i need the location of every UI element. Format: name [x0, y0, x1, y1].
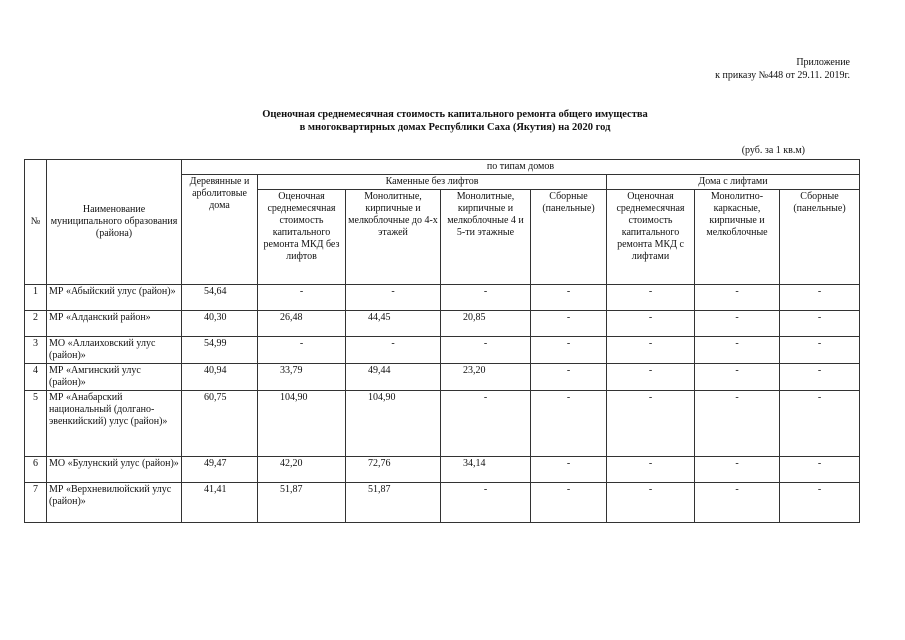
row-value: 104,90 [258, 391, 346, 457]
row-value: - [607, 483, 695, 523]
table-row [25, 311, 860, 337]
row-municipality: МР «Абыйский улус (район)» [47, 285, 182, 311]
row-value: - [695, 311, 780, 337]
row-value: - [531, 311, 607, 337]
row-value: 51,87 [258, 483, 346, 523]
row-value: - [258, 337, 346, 364]
row-value: - [441, 337, 531, 364]
row-value: 49,47 [182, 457, 258, 483]
row-value: - [780, 483, 860, 523]
table-row [25, 364, 860, 391]
row-value: 104,90 [346, 391, 441, 457]
header-with-lift: Дома с лифтами [607, 175, 860, 190]
row-value: - [531, 364, 607, 391]
row-number: 6 [25, 457, 47, 483]
header-col-1: Оценочная среднемесячная стоимость капитального ремонта МКД без лифтов [258, 190, 346, 285]
row-municipality: МР «Верхневилюйский улус (район)» [47, 483, 182, 523]
row-value: - [441, 483, 531, 523]
table-row [25, 391, 860, 457]
row-value: - [607, 364, 695, 391]
row-value: - [780, 337, 860, 364]
header-wooden: Деревянные и арболитовые дома [182, 175, 258, 285]
header-num: № [25, 160, 47, 285]
row-value: - [780, 364, 860, 391]
row-number: 7 [25, 483, 47, 523]
row-number: 1 [25, 285, 47, 311]
row-municipality: МР «Алданский район» [47, 311, 182, 337]
row-value: - [258, 285, 346, 311]
row-value: 41,41 [182, 483, 258, 523]
row-value: - [695, 483, 780, 523]
row-value: - [531, 457, 607, 483]
row-municipality: МР «Амгинский улус (район)» [47, 364, 182, 391]
row-value: - [607, 457, 695, 483]
document-title [150, 108, 760, 134]
row-value: - [607, 311, 695, 337]
table-row [25, 285, 860, 311]
row-value: - [607, 391, 695, 457]
appendix-line-1: Приложение [796, 57, 850, 68]
row-municipality: МО «Булунский улус (район)» [47, 457, 182, 483]
table-row [25, 483, 860, 523]
row-value: 54,64 [182, 285, 258, 311]
row-number: 2 [25, 311, 47, 337]
row-value: 60,75 [182, 391, 258, 457]
row-value: - [531, 391, 607, 457]
row-value: - [346, 337, 441, 364]
row-value: 34,14 [441, 457, 531, 483]
row-value: 40,30 [182, 311, 258, 337]
row-value: 72,76 [346, 457, 441, 483]
row-value: 49,44 [346, 364, 441, 391]
row-value: - [695, 457, 780, 483]
row-value: 23,20 [441, 364, 531, 391]
row-value: 33,79 [258, 364, 346, 391]
table-row [25, 337, 860, 364]
row-number: 5 [25, 391, 47, 457]
row-value: 20,85 [441, 311, 531, 337]
row-value: 42,20 [258, 457, 346, 483]
header-col-6: Монолитно-каркасные, кирпичные и мелкоблочные [695, 190, 780, 285]
title-line-1: Оценочная среднемесячная стоимость капитального ремонта общего имущества [262, 109, 648, 120]
row-value: 44,45 [346, 311, 441, 337]
header-name: Наименование муниципального образования (района) [47, 160, 182, 285]
cost-table [24, 159, 860, 523]
row-value: - [531, 285, 607, 311]
row-value: 26,48 [258, 311, 346, 337]
appendix-note [715, 56, 850, 82]
row-value: - [441, 391, 531, 457]
row-value: - [607, 285, 695, 311]
row-value: - [780, 311, 860, 337]
row-value: - [346, 285, 441, 311]
header-col-2: Монолитные, кирпичные и мелкоблочные до 4-х этажей [346, 190, 441, 285]
row-value: 40,94 [182, 364, 258, 391]
row-value: - [695, 285, 780, 311]
table-row [25, 457, 860, 483]
header-col-5: Оценочная среднемесячная стоимость капитального ремонта МКД с лифтами [607, 190, 695, 285]
row-value: - [531, 337, 607, 364]
title-line-2: в многоквартирных домах Республики Саха (Якутия) на 2020 год [299, 122, 611, 133]
appendix-line-2: к приказу №448 от 29.11. 2019г. [715, 70, 850, 81]
row-value: - [695, 391, 780, 457]
row-value: - [780, 285, 860, 311]
row-municipality: МР «Анабарский национальный (долгано-эвенкийский) улус (район)» [47, 391, 182, 457]
row-value: - [531, 483, 607, 523]
row-value: 51,87 [346, 483, 441, 523]
row-value: - [695, 364, 780, 391]
row-number: 4 [25, 364, 47, 391]
row-municipality: МО «Аллаиховский улус (район)» [47, 337, 182, 364]
row-value: - [607, 337, 695, 364]
header-by-type: по типам домов [182, 160, 860, 175]
units-note: (руб. за 1 кв.м) [741, 145, 805, 156]
row-value: - [441, 285, 531, 311]
row-value: - [780, 391, 860, 457]
row-value: 54,99 [182, 337, 258, 364]
row-value: - [695, 337, 780, 364]
row-value: - [780, 457, 860, 483]
header-col-7: Сборные (панельные) [780, 190, 860, 285]
header-col-3: Монолитные, кирпичные и мелкоблочные 4 и 5-ти этажные [441, 190, 531, 285]
header-col-4: Сборные (панельные) [531, 190, 607, 285]
row-number: 3 [25, 337, 47, 364]
header-stone-no-lift: Каменные без лифтов [258, 175, 607, 190]
